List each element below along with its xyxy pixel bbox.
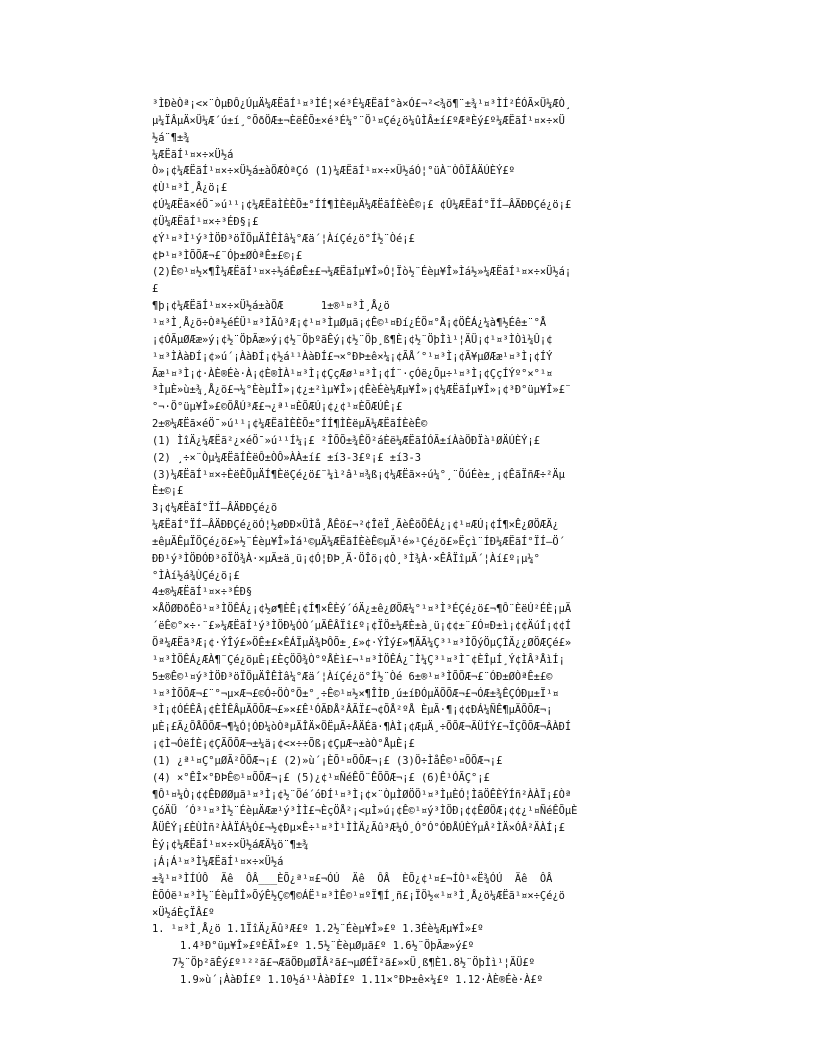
text-line: ¶Ô¹¤¼Ò¡¢¢ÊÐØØµã¹¤³Ì¡¢½¨Öé´óÐÍ¹¤³Ì¡¢×¨ÒµÌØÖÖ¹¤³ÌµÈÓ¦ÌãÖÊÈÝÍñ²ÀÀÏ¡£Òª — [152, 788, 572, 801]
section-heading: ¼ÆËãÍ¹¤×÷×Ü½á — [152, 148, 234, 161]
list-item: ¢Ù¹¤³Ì¸Å¿ö¡£ — [152, 182, 228, 195]
text-line: ³ÌµÈ»ù±¾¸Å¿ö£¬¼°ÈèµÎÎ»¡¢¿±²ìµ¥Î»¡¢ÊèÉè¼Æµ¥Î»¡¢¼ÆËãÍµ¥Î»¡¢³Ð°üµ¥Î»£¨ — [152, 384, 572, 397]
list-item: ¢Ú¼ÆËã×éÖ¯»ú¹¹¡¢¼ÆËãÌÈÈÕ±°ÍÍ¶ÌÈëµÄ¼ÆËãÍÈèÊ©¡£ ¢Û¼ÆËãÍ°ÏÍ—ÂÄÐÐÇé¿ö¡£ — [152, 199, 572, 212]
text-line: Ò»¡¢¼ÆËãÍ¹¤×÷×Ü½á±àÖÆÒªÇó (1)¼ÆËãÍ¹¤×÷×Ü½áÓ¦°üÀ¨ÒÔÏÂÄÚÈÝ£º — [152, 165, 515, 178]
text-line: ¹¤³ÌÀàÐÍ¡¢»ú´¡ÀàÐÍ¡¢½á¹¹ÀàÐÍ£¬×°ÐÞ±ê×¼¡¢ÃÅ´°¹¤³Ì¡¢Ã¥µØÆæ¹¤³Ì¡¢ÍÝ — [152, 350, 553, 363]
text-line: (2)Ê©¹¤½×¶Î¼ÆËãÍ¹¤×÷½áÊøÊ±£¬¼ÆËãÍµ¥Î»Ó¦Ïò½¨Éèµ¥Î»Ìá½»¼ÆËãÍ¹¤×÷×Ü½á¡ — [152, 266, 572, 279]
text-line: ³ÌÐèÒª¡<×¨ÒµÐÔ¿ÚµÄ¼ÆËãÍ¹¤³ÌÉ¦×é³É¼ÆËãÍ°à×Ó£¬²<¾ö¶¨±¾¹¤³ÌÍ²ÉÓÃ×Ü¼ÆÒ¸ — [152, 98, 572, 110]
template-title: ¡Á¡Á¹¤³Ì¼ÆËãÍ¹¤×÷×Ü½á — [152, 855, 284, 868]
text-line: ¹¤³Ì¸Å¿ö÷Òª½éÉÜ¹¤³ÌÃû³Æ¡¢¹¤³ÌµØµã¡¢Ê©¹¤Ðí¿ÉÖ¤°Å¡¢ÖÊÁ¿¼à¶½Éê±¨°Å — [152, 316, 547, 329]
text-line: ×Ü½áÈçÏÂ£º — [152, 906, 215, 919]
text-line: È±©¡£ — [152, 485, 184, 498]
text-line: °¬·Ö°üµ¥Î»£©ÕÅÚ³Æ£¬¿ª¹¤ÈÕÆÚ¡¢¿¢¹¤ÈÕÆÚÊ¡£ — [152, 401, 403, 414]
text-line: Öª¼ÆËã³Æ¡¢·ÝÎý£»ÖÊ±£×ÊÁÏµÄ¾ÞÔÕ±¸£»¢·ÝÎý£»¶ÄÃ¼Ç³¹¤³ÌÕýÖµÇÎÄ¿¿ØÖÆÇé£» — [152, 637, 572, 649]
section-heading: Èý¡¢¼ÆËãÍ¹¤×÷×Ü½áÆÄ¼ö¨¶±¾ — [152, 839, 309, 852]
text-line: £ — [152, 283, 159, 296]
list-item: (3)¼ÆËãÍ¹¤×÷ÈëÈÕµÄÍ¶ÈëÇé¿ö£¨¼ì²â¹¤¾ß¡¢¼ÆËã×÷ú¼°¸¨ÖúÉè±¸¡¢ÊãÏñÆ÷²Äµ — [152, 468, 565, 481]
text-line: ÅÜÊÝ¡£ÈÙÌñ²ÀÀÏÁ¼Ó£¬½¢Ðµ×Ê÷¹¤³Ì¹ÌÌÄ¿Ãû³Æ¼Ó¸Ó°Ó°ÓÐÅÚÈÝµÂ²ÌÄ×ÓÂ²ÄÀÍ¡£ — [152, 822, 565, 835]
section-heading: 5±®Ê©¹¤ý³ÌÖÐ³öÏÖµÄÎÊÌâ¼°Æä´¦ÀíÇé¿ö°Í½¨Òé 6±®¹¤³ÌÕÕÆ¬£¨ÓÐ±ØÒªÊ±£© — [152, 670, 553, 683]
outline-item: 1.9»ù´¡ÀàÐÍ£º 1.10½á¹¹ÀàÐÍ£º 1.11×°ÐÞ±ê×¼£º 1.12·ÀÈ®Éè·À£º — [180, 973, 543, 986]
list-item: (1) ¿ª¹¤Ç°µØÃ²ÕÕÆ¬¡£ (2)»ù´¡ÈÕ¹¤ÕÕÆ¬¡£ (3)Ö÷ÌåÊ©¹¤ÕÕÆ¬¡£ — [152, 754, 503, 767]
list-item: ¢Ý¹¤³Ì¹ý³ÌÖÐ³öÏÖµÄÎÊÌâ¼°Æä´¦ÀíÇé¿ö°Í½¨Òé¡£ — [152, 232, 415, 245]
text-line: ³Ì¡¢ÓÉÊÂ¡¢ÈÎÊÂµÄÕÕÆ¬£»×£Ê¹ÓÃÐÅ²ÂÃÏ£¬¢ÕÅ²ºÅ ÈµÃ·¶¡¢¢ÐÁ¼ÑÊ¶µÄÕÕÆ¬¡ — [152, 704, 553, 717]
text-line: ÈÕÓë¹¤³Ì½¨ÉèµÎÎ»ÕýÊ½Ç©¶©ÁË¹¤³ÌÊ©¹¤ºÏ¶Í¸ñ£¡ÏÖ½«¹¤³Ì¸Å¿ö¼ÆËã¹¤×÷Çé¿ö — [152, 889, 565, 902]
text-line: °ÌÀí½á¾ÙÇé¿ö¡£ — [152, 569, 240, 582]
text-line: ´ëÊ©°×÷·¨£»¼ÆËãÍ¹ý³ÌÖÐ¼ÓÒ´µÄÊÂÏî£º¡¢ÏÖ±¼ÆÈ±à¸ü¡¢¢±¨£Ó¤Ð±ì¡¢¢ÄúÍ¡¢¢Í — [152, 620, 572, 633]
text-line: Ãæ¹¤³Ì¡¢·ÀÈ®Éè·À¡¢È®ÌÀ¹¤³Ì¡¢ÇçÆø¹¤³Ì¡¢Í¨·çÓë¿Õµ÷¹¤³Ì¡¢ÇçÍÝº°×°¹¤ — [152, 367, 553, 380]
text-line: ¼ÆËãÍ°ÏÍ—ÂÄÐÐÇé¿öÓ¦½øÐÐ×ÜÌå¸ÅÊö£¬²¢ÎëÏ¸ÃèÊöÖÊÁ¿¡¢¹¤ÆÚ¡¢Í¶×Ê¿ØÖÆÄ¿ — [152, 519, 559, 532]
list-item: ¢Ü¼ÆËãÍ¹¤×÷³ÉÐ§¡£ — [152, 215, 259, 228]
text-line: ±¾¹¤³ÌÍÚÔ Äê ÔÂ___ÈÕ¿ª¹¤£¬ÓÚ Äê ÔÂ ÈÕ¿¢¹¤£¬ÍÒ¹«Ë¾ÓÚ Äê ÔÂ — [152, 872, 553, 885]
text-line: ½á¨¶±¾ — [152, 131, 190, 144]
section-heading: 2±®¼ÆËã×éÖ¯»ú¹¹¡¢¼ÆËãÌÈÈÕ±°ÍÍ¶ÌÈëµÄ¼ÆËãÍÈèÊ© — [152, 418, 428, 431]
text-line: µ¼ÏÂµÄ×Ü¼Æ´ú±í¸°ÕðÖÆ±¬ÈëÊÕ±×é³É¼°¨Ö¹¤Çé¿ö¼ûÌÂ±í£ºÆªÈý£º¼ÆËãÍ¹¤×÷×Ü — [152, 114, 565, 127]
outline-item: 7½¨Öþ²ãÊý£º¹²²ã£¬ÆäÖÐµØÏÂ²ã£¬µØÉÏ²ã£»×Ü¸ß¶È1.8½¨ÖþÌì¹¦ÄÜ£º — [172, 957, 535, 970]
text-line: ÇóÄÜ ´Ó³¹¤³Ì½¨ÉèµÄÆæ¹ý³ÌÌ£¬ÈçÖÅ²¡<µÌ»ú¡¢Ê©¹¤ý³ÌÖÐ¡¢¢ÊØÖÆ¡¢¢¿¹¤ÑéÊÕµÈ — [152, 805, 578, 818]
text-line: ¹¤³ÌÖÊÁ¿ÆÀ¶¨Çé¿öµÈ¡£ÈçÖÕ¾Ò°ºÅÈì£¬¹¤³ÌÖÊÁ¿¯Ì¼Ç³¹¤³Ì¯¢ÈÎµÍ¸Ý¢ÌÂ³ÅìÍ¡ — [152, 653, 565, 666]
list-item: ¢Þ¹¤³ÌÕÕÆ¬£¨Óþ±ØÒªÊ±£©¡£ — [152, 249, 303, 262]
list-item: (4) ×°ÊÎ×°ÐÞÊ©¹¤ÕÕÆ¬¡£ (5)¿¢¹¤ÑéÊÕ¨ÊÕÕÆ¬¡£ (6)Ê¹ÓÃÇ°¡£ — [152, 771, 490, 784]
list-item: (2) ¸÷×¨Òµ¼ÆËãÍÈëÔ±ÒÔ»ÀÀ±í£ ±í3-3£º¡£ ±í3-3 — [152, 451, 421, 464]
text-line: ÐÐ¹ý³ÌÖÐÓÐ³öÏÖ¾À·×µÄ±ä¸ü¡¢Ó¦ÐÞ¸Ä·ÖÎö¡¢Ò¸³Ì¾À·×ÊÂÏîµÄ´¦Àí£º¡µ¼° — [152, 552, 540, 565]
section-heading: 4±®¼ÆËãÍ¹¤×÷³ÉÐ§ — [152, 586, 253, 599]
text-line: ¹¤³ÌÕÕÆ¬£¨°¬µ×Æ¬£©Ó÷ÖÒ°Ö±°¸÷Ê©¹¤½×¶ÎÌÐ¸ú±íÐÓµÄÕÕÆ¬£¬ÓÆ±¾ÊÇÓÐµ±Ï¹¤ — [152, 687, 559, 700]
text-line: ±êµÄÊµÏÖÇé¿ö£»½¨Éèµ¥Î»Ìá¹©µÄ¼ÆËãÍÈèÊ©µÄ¹é»¹Çé¿ö£»Ëçì¨ÍÐ¼ÆËãÍ°ÏÍ—Ö´ — [152, 535, 565, 548]
text-line: ¡¢ÓÃµØÆæ»ý¡¢½¨ÖþÃæ»ý¡¢½¨ÖþºãÊý¡¢½¨Öþ¸ß¶È¡¢½¨ÖþÌì¹¦ÄÜ¡¢¹¤³ÌÒì¼Û¡¢ — [152, 333, 553, 346]
text-line: ¡¢Ì¬ÓëÍÈ¡¢ÇÃÕÕÆ¬±¼ä¡¢<×÷÷Õß¡¢ÇµÆ¬±àÒ°ÅµÈ¡£ — [152, 738, 415, 751]
list-item: (1) ÌîÄ¿¼ÆËã²¿×éÖ¯»ú¹¹Í¼¡£ ²ÎÕÕ±¾ÊÖ²áÈë¼ÆËãÍÓÃ±íÀàÖÐÏà¹ØÄÚÈÝ¡£ — [152, 434, 540, 447]
outline-item: 1. ¹¤³Ì¸Å¿ö 1.1ÏîÄ¿Ãû³Æ£º 1.2½¨Éèµ¥Î»£º 1.3Éè¼Æµ¥Î»£º — [152, 923, 484, 936]
section-heading: ¶þ¡¢¼ÆËãÍ¹¤×÷×Ü½á±àÖÆ 1±®¹¤³Ì¸Å¿ö — [152, 300, 390, 313]
section-heading: 3¡¢¼ÆËãÍ°ÏÍ—ÂÄÐÐÇé¿ö — [152, 502, 278, 515]
text-line: µÈ¡£Ã¿ÕÅÕÕÆ¬¶¼Ó¦ÓÐ¼òÒªµÄÎÄ×ÖËµÃ÷ÅÄÉã·¶ÀÌ¡¢ÆµÄ¸÷ÕÕÆ¬ÃÜÍÝ£¬ÏÇÕÕÆ¬ÂÀÐÍ — [152, 721, 572, 734]
outline-item: 1.4³Ð°üµ¥Î»£ºÈÃÎ»£º 1.5½¨ÈèµØµã£º 1.6½¨ÖþÃæ»ý£º — [180, 940, 475, 953]
document-page — [152, 96, 664, 989]
text-line: ×ÅÖØÐðÊö¹¤³ÌÖÊÁ¿¡¢½ø¶ÈÊ¡¢Í¶×ÊÈý´óÄ¿±ê¿ØÖÆ¼°¹¤³Ì³ÉÇé¿ö£¬¶Ô¨ÈëÚ²ÉÈ¡µÄ — [152, 603, 572, 616]
